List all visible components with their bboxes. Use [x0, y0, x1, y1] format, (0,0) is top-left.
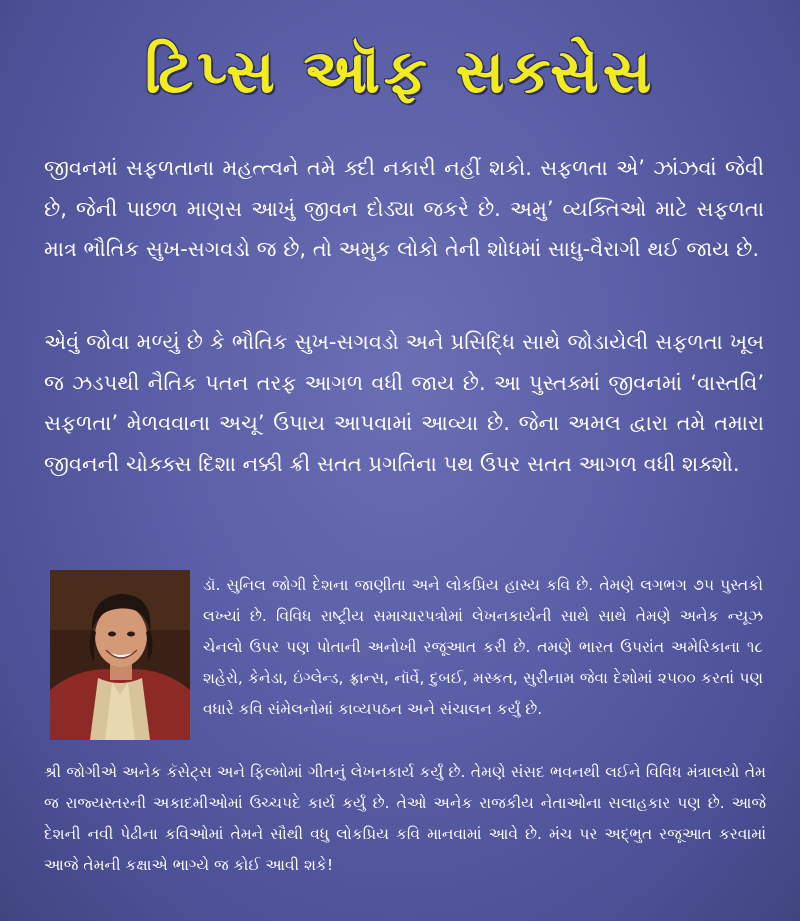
author-bio: ડૉ. સુનિલ જોગી દેશના જાણીતા અને લોકપ્રિય હાસ્ય કવિ છે. તેમણે લગભગ ૭૫ પુસ્તકો લખ્યાં છે. વિવિધ રાષ્ટ્રીય સમાચારપત્રોમાં લેખનકાર્યની સાથે સાથે તેમણે અનેક ન્યૂઝ ચેનલો ઉપર પણ પોતાની અનોખી રજૂઆત કરી છે. તમણે ભારત ઉપરાંત અમેરિકાના ૧૮ શહેરો, કેનેડા, ઇંગ્લેન્ડ, ફ્રાન્સ, નૉર્વે, દુબઈ, મસ્કત, સુરીનામ જેવા દેશોમાં ૨૫૦૦ કરતાં પણ વધારે કવિ સંમેલનોમાં કાવ્યપઠન અને સંચાલન કર્યું છે. — [203, 576, 763, 718]
author-photo — [50, 570, 190, 740]
second-paragraph: એવું જોવા મળ્યું છે કે ભૌતિક સુખ-સગવડો અને પ્રસિદ્ધિ સાથે જોડાયેલી સફળતા ખૂબ જ ઝડપથી નૈતિક પતન તરફ આગળ વધી જાય છે. આ પુસ્તક્માં જીવનમાં ‘વાસ્તવિ’ સફળતા’ મેળવવાના અચૂ’ ઉપાય આપવામાં આવ્યા છે. જેના અમલ દ્વારા તમે તમારા જીવનની ચોક્ક્સ દિશા નક્કી ક્રી સતત પ્રગતિના પથ ઉપર સતત આગળ વધી શક્શો. — [44, 330, 764, 476]
intro-paragraph: જીવનમાં સફળતાના મહત્ત્વને તમે ક્દી નકારી નહીં શકો. સફળતા એ’ ઝાંઝવાં જેવી છે, જેની પાછળ માણસ આખું જીવન દોડ્યા જકરે છે. અમુ’ વ્યક્તિઓ માટે સફળતા માત્ર ભૌતિક સુખ-સગવડો જ છે, તો અમુક લોકો તેની શોધમાં સાધુ-વૈરાગી થઈ જાય છે. — [44, 156, 764, 261]
author-more-paragraph: શ્રી જોગીએ અનેક કૅસેટ્સ અને ફિલ્મોમાં ગીતનું લેખનકાર્ય કર્યું છે. તેમણે સંસદ ભવનથી લઈને વિવિધ મંત્રાલયો તેમ જ રાજ્યસ્તરની અકાદમીઓમાં ઉચ્ચપદે કાર્ય કર્યું છે. તેઓ અનેક રાજકીય નેતાઓના સલાહકાર પણ છે. આજે દેશની નવી પેઢીના કવિઓમાં તેમને સૌથી વધુ લોકપ્રિય કવિ માનવામાં આવે છે. મંચ પર અદ્ભુત રજૂઆત કરવામાં આજે તેમની કક્ષાએ ભાગ્યે જ કોઈ આવી શકે! — [44, 763, 766, 874]
book-title: ટિપ્સ ઑફ સક્સેસ — [144, 37, 656, 107]
